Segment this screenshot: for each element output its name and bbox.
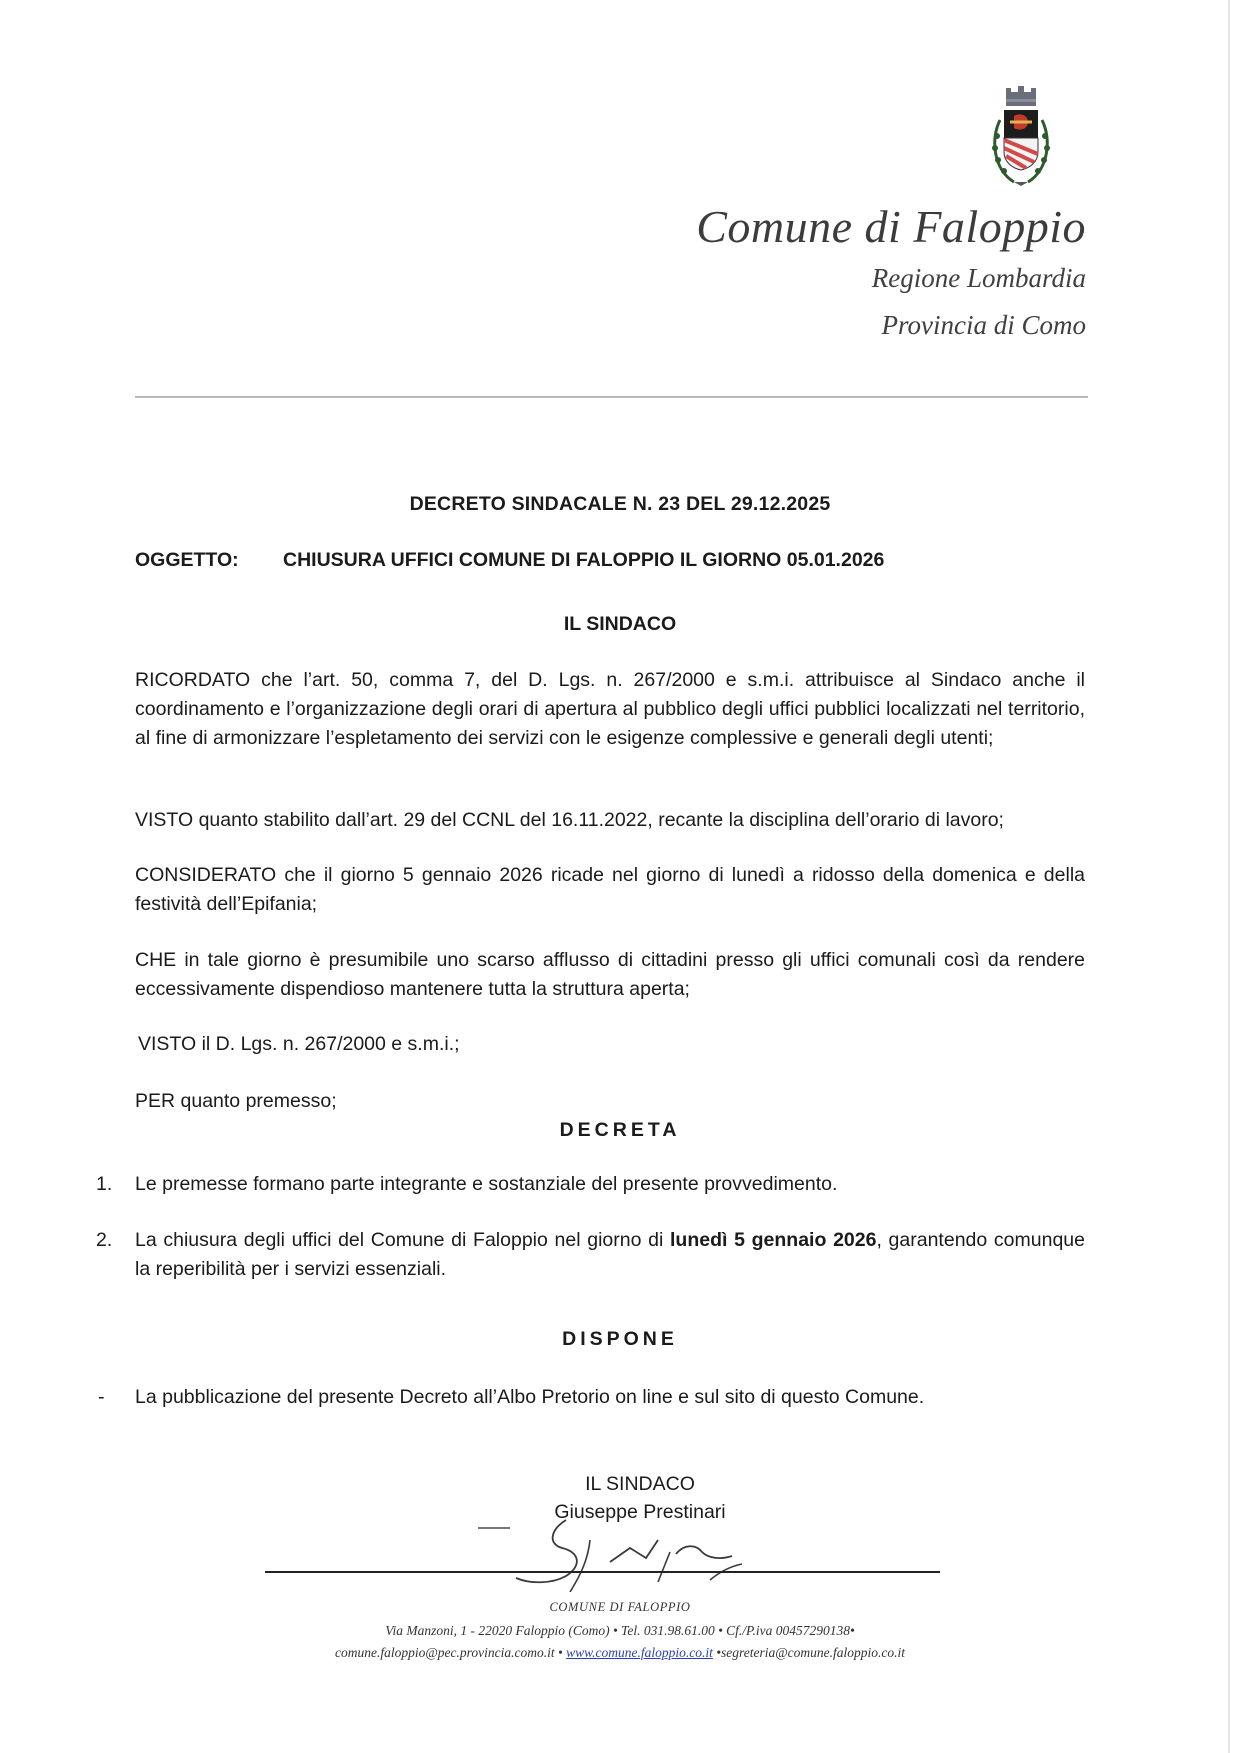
premise-che: CHE in tale giorno è presumibile uno scarso afflusso di cittadini presso gli uffici comunali così da rendere eccessivamente dispendioso mantenere tutta la struttura aperta; xyxy=(135,949,1085,1000)
oggetto-text: CHIUSURA UFFICI COMUNE DI FALOPPIO IL GIORNO 05.01.2026 xyxy=(283,549,885,571)
footer-website-link[interactable]: www.comune.faloppio.co.it xyxy=(566,1645,713,1660)
footer-comune-name: COMUNE DI FALOPPIO xyxy=(549,1600,691,1614)
decreta-item-2-date: lunedì 5 gennaio 2026 xyxy=(670,1229,877,1251)
oggetto-label: OGGETTO: xyxy=(135,549,239,571)
decreta-item-2-text xyxy=(135,1226,1085,1284)
footer-email: •segreteria@comune.faloppio.co.it xyxy=(712,1645,905,1660)
decreta-item-1-text: Le premesse formano parte integrante e sostanziale del presente provvedimento. xyxy=(135,1173,838,1195)
footer-divider xyxy=(265,1571,940,1573)
signature-name: Giuseppe Prestinari xyxy=(554,1501,726,1523)
decreta-item-2-text-end: , garantendo comunque la reperibilità per i servizi essenziali. xyxy=(135,1229,1085,1280)
premise-considerato: CONSIDERATO che il giorno 5 gennaio 2026 ricade nel giorno di lunedì a ridosso della domenica e della festività dell’Epifania; xyxy=(135,864,1085,915)
dispone-text: La pubblicazione del presente Decreto all’Albo Pretorio on line e sul sito di questo Comune. xyxy=(135,1386,925,1408)
decreta-item-2-text-start: La chiusura degli uffici del Comune di Faloppio nel giorno di xyxy=(135,1229,670,1251)
dispone-heading: DISPONE xyxy=(562,1328,678,1350)
provincia-subtitle: Provincia di Como xyxy=(881,310,1086,340)
footer-address: Via Manzoni, 1 - 22020 Faloppio (Como) • Tel. 031.98.61.00 • Cf./P.iva 00457290138• xyxy=(385,1623,855,1638)
signature-title: IL SINDACO xyxy=(585,1473,695,1495)
premise-per-quanto: PER quanto premesso; xyxy=(135,1090,337,1112)
decreta-item-1-number: 1. xyxy=(96,1173,113,1195)
premise-visto-dlgs: VISTO il D. Lgs. n. 267/2000 e s.m.i.; xyxy=(138,1033,460,1055)
il-sindaco-heading: IL SINDACO xyxy=(563,613,677,635)
decree-number: DECRETO SINDACALE N. 23 DEL 29.12.2025 xyxy=(409,493,831,515)
comune-title: Comune di Faloppio xyxy=(696,201,1086,252)
regione-subtitle: Regione Lombardia xyxy=(871,263,1086,293)
premise-ricordato: RICORDATO che l’art. 50, comma 7, del D. Lgs. n. 267/2000 e s.m.i. attribuisce al Sindaco anche il coordinamento e l’organizzazione degli orari di apertura al pubblico degli uffici pubblici localizzati nel territorio, al fine di armonizzare l’espletamento dei servizi con le esigenze complessive e generali degli utenti; xyxy=(135,669,1085,749)
dispone-bullet: - xyxy=(98,1386,105,1408)
header-divider xyxy=(135,396,1088,398)
footer-contacts xyxy=(0,1645,1240,1661)
coat-of-arms-icon xyxy=(988,86,1054,198)
decreta-item-2-number: 2. xyxy=(96,1229,113,1251)
decreta-heading: DECRETA xyxy=(559,1119,681,1141)
footer-pec: comune.faloppio@pec.provincia.como.it • xyxy=(335,1645,567,1660)
premise-visto-ccnl: VISTO quanto stabilito dall’art. 29 del CCNL del 16.11.2022, recante la disciplina dell’orario di lavoro; xyxy=(135,809,1004,831)
handwritten-signature xyxy=(470,1500,760,1592)
